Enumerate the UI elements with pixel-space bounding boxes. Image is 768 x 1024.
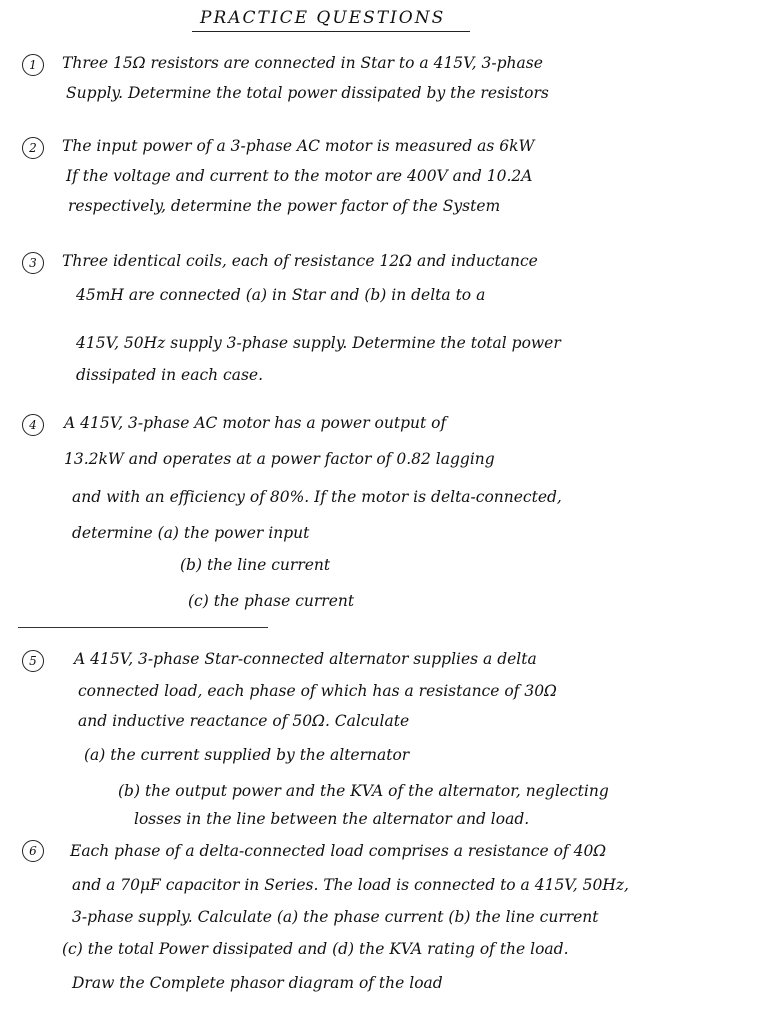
question-number: 6 bbox=[22, 840, 44, 862]
question-line: and inductive reactance of 50Ω. Calculate bbox=[78, 712, 410, 730]
question-line: determine (a) the power input bbox=[72, 524, 310, 542]
question-number: 2 bbox=[22, 137, 44, 159]
question-line: (c) the phase current bbox=[188, 592, 355, 610]
question-line: The input power of a 3-phase AC motor is measured as 6kW bbox=[62, 137, 535, 155]
question-line: Three 15Ω resistors are connected in Star to a 415V, 3-phase bbox=[62, 54, 543, 72]
section-divider bbox=[18, 627, 268, 628]
question-line: 45mH are connected (a) in Star and (b) in delta to a bbox=[76, 286, 486, 304]
page-title: PRACTICE QUESTIONS bbox=[200, 8, 446, 28]
question-line: (b) the output power and the KVA of the alternator, neglecting bbox=[118, 782, 609, 800]
question-line: connected load, each phase of which has a resistance of 30Ω bbox=[78, 682, 557, 700]
question-line: Three identical coils, each of resistance 12Ω and inductance bbox=[62, 252, 538, 270]
question-line: losses in the line between the alternator and load. bbox=[134, 810, 530, 828]
question-number: 4 bbox=[22, 414, 44, 436]
question-line: (b) the line current bbox=[180, 556, 331, 574]
question-line: A 415V, 3-phase AC motor has a power output of bbox=[64, 414, 447, 432]
question-line: A 415V, 3-phase Star-connected alternator supplies a delta bbox=[74, 650, 537, 668]
question-line: Supply. Determine the total power dissipated by the resistors bbox=[66, 84, 549, 102]
question-line: If the voltage and current to the motor are 400V and 10.2A bbox=[66, 167, 533, 185]
question-line: Each phase of a delta-connected load comprises a resistance of 40Ω bbox=[70, 842, 607, 860]
question-number: 1 bbox=[22, 54, 44, 76]
question-line: and a 70μF capacitor in Series. The load is connected to a 415V, 50Hz, bbox=[72, 876, 629, 894]
question-line: 415V, 50Hz supply 3-phase supply. Determine the total power bbox=[76, 334, 561, 352]
title-underline bbox=[192, 31, 470, 32]
question-line: 3-phase supply. Calculate (a) the phase current (b) the line current bbox=[72, 908, 599, 926]
question-line: 13.2kW and operates at a power factor of 0.82 lagging bbox=[64, 450, 495, 468]
question-line: (c) the total Power dissipated and (d) the KVA rating of the load. bbox=[62, 940, 569, 958]
question-line: and with an efficiency of 80%. If the motor is delta-connected, bbox=[72, 488, 562, 506]
question-line: dissipated in each case. bbox=[76, 366, 264, 384]
question-line: respectively, determine the power factor of the System bbox=[68, 197, 501, 215]
question-number: 3 bbox=[22, 252, 44, 274]
question-number: 5 bbox=[22, 650, 44, 672]
question-line: (a) the current supplied by the alternator bbox=[84, 746, 410, 764]
question-line: Draw the Complete phasor diagram of the load bbox=[72, 974, 443, 992]
